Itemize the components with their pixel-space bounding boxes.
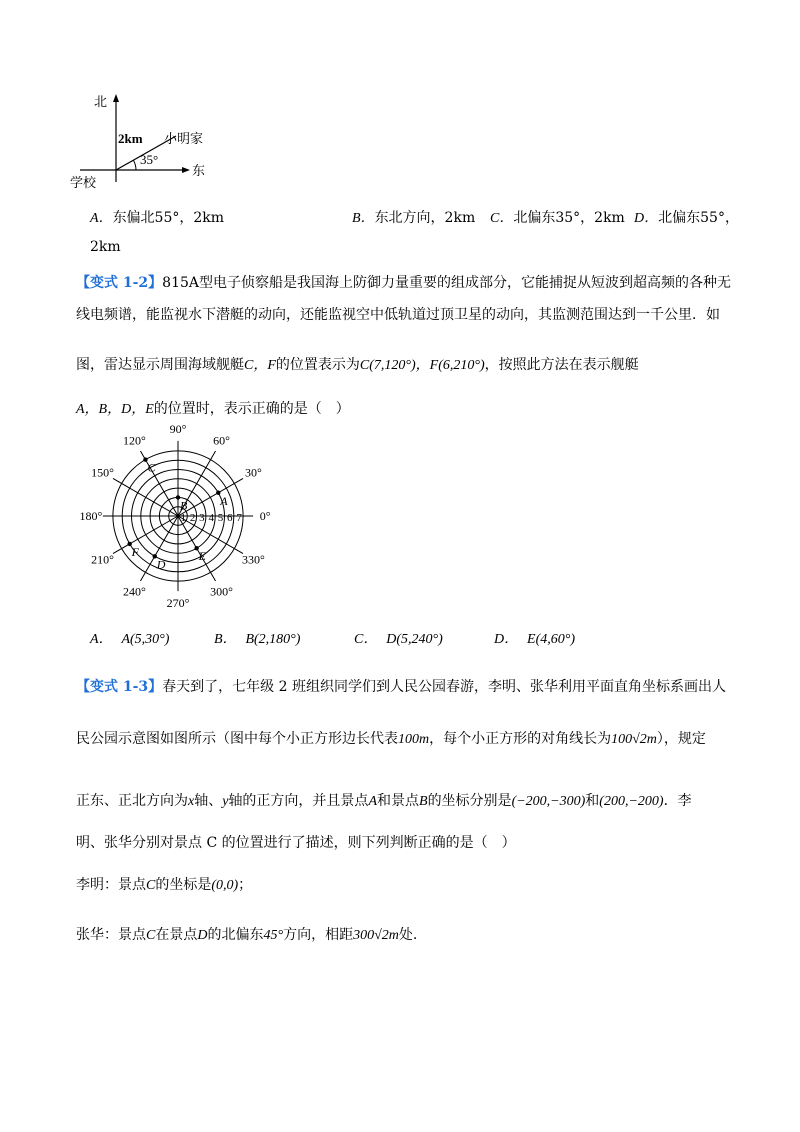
- radar-diagram: [70, 420, 290, 615]
- radar-ring-label: 1: [180, 512, 187, 524]
- radar-angle-label: 0°: [259, 509, 271, 523]
- radar-ring-label: 4: [208, 512, 214, 524]
- radar-point-label: F: [131, 544, 140, 559]
- variant13-line1: 【变式 1-3】春天到了，七年级 2 班组织同学们到人民公园春游，李明、张华利用平面直角坐标系画出人: [76, 679, 726, 695]
- radar-angle-label: 30°: [245, 465, 262, 480]
- radar-ring-label: 7: [236, 512, 242, 524]
- radar-ring-label: 2: [189, 512, 196, 524]
- radar-point-label: B: [180, 498, 188, 513]
- q2-option-b: B． B(2,180°): [214, 632, 301, 647]
- variant12-tag: 【变式 1-2】: [76, 275, 163, 291]
- radar-angle-label: 60°: [213, 433, 230, 448]
- radar-angle-label: 150°: [91, 465, 114, 480]
- radar-ring-label: 6: [227, 512, 233, 524]
- radar-angle-label: 210°: [91, 552, 114, 567]
- school-label: 学校: [70, 176, 97, 190]
- north-label: 北: [94, 95, 108, 110]
- radar-point-label: C: [147, 460, 156, 475]
- radar-point-label: D: [156, 557, 166, 572]
- zhanghua-statement: 张华：景点C在景点D的北偏东45°方向，相距300√2m处.: [76, 927, 418, 943]
- variant13-line4: 明、张华分别对景点 C 的位置进行了描述，则下列判断正确的是（ ）: [76, 835, 516, 851]
- distance-label: 2km: [118, 131, 143, 146]
- q1-option-a: A．东偏北55°，2km: [90, 210, 225, 226]
- radar-angle-label: 270°: [166, 596, 190, 611]
- radar-ring-label: 3: [199, 512, 205, 524]
- east-label: 东: [192, 164, 206, 179]
- q1-option-d-continued: 2km: [90, 239, 121, 255]
- q1-option-d: D．北偏东55°，: [634, 210, 739, 226]
- q2-option-a: A． A(5,30°): [90, 632, 170, 647]
- radar-angle-label: 300°: [210, 584, 233, 599]
- variant13-tag: 【变式 1-3】: [76, 679, 163, 695]
- q1-option-c: C．北偏东35°，2km: [490, 210, 625, 226]
- q2-option-c: C． D(5,240°): [354, 632, 443, 647]
- variant13-line2: 民公园示意图如图所示（图中每个小正方形边长代表100m，每个小正方形的对角线长为100√2m），规定: [76, 731, 706, 747]
- variant13-line3: 正东、正北方向为x轴、y轴的正方向，并且景点A和景点B的坐标分别是(−200,−300)和(200,−200)．李: [76, 793, 692, 809]
- home-label: 小明家: [164, 132, 204, 147]
- radar-ring-label: 5: [217, 512, 224, 524]
- variant12-line1: 【变式 1-2】815A型电子侦察船是我国海上防御力量重要的组成部分，它能捕捉从短波到超高频的各种无: [76, 275, 732, 291]
- q1-option-b: B．东北方向，2km: [352, 210, 476, 226]
- liming-statement: 李明：景点C的坐标是(0,0)；: [76, 877, 253, 893]
- direction-figure: [70, 90, 230, 190]
- radar-point-label: E: [198, 549, 206, 564]
- radar-point-label: A: [220, 493, 228, 508]
- variant12-line3: 图，雷达显示周围海域舰艇C，F的位置表示为C(7,120°)，F(6,210°)，按照此方法在表示舰艇: [76, 357, 639, 373]
- variant12-line4: A，B，D，E的位置时，表示正确的是（ ）: [76, 401, 350, 417]
- radar-angle-label: 240°: [123, 584, 146, 599]
- q2-option-d: D． E(4,60°): [494, 632, 576, 647]
- radar-angle-label: 120°: [123, 433, 146, 448]
- radar-angle-label: 90°: [169, 421, 187, 436]
- radar-angle-label: 330°: [242, 552, 265, 567]
- variant12-line2: 线电频谱，能监视水下潜艇的动向，还能监视空中低轨道过顶卫星的动向，其监测范围达到一千公里．如: [76, 307, 720, 323]
- radar-angle-label: 180°: [79, 509, 103, 523]
- angle-label: 35°: [140, 152, 159, 167]
